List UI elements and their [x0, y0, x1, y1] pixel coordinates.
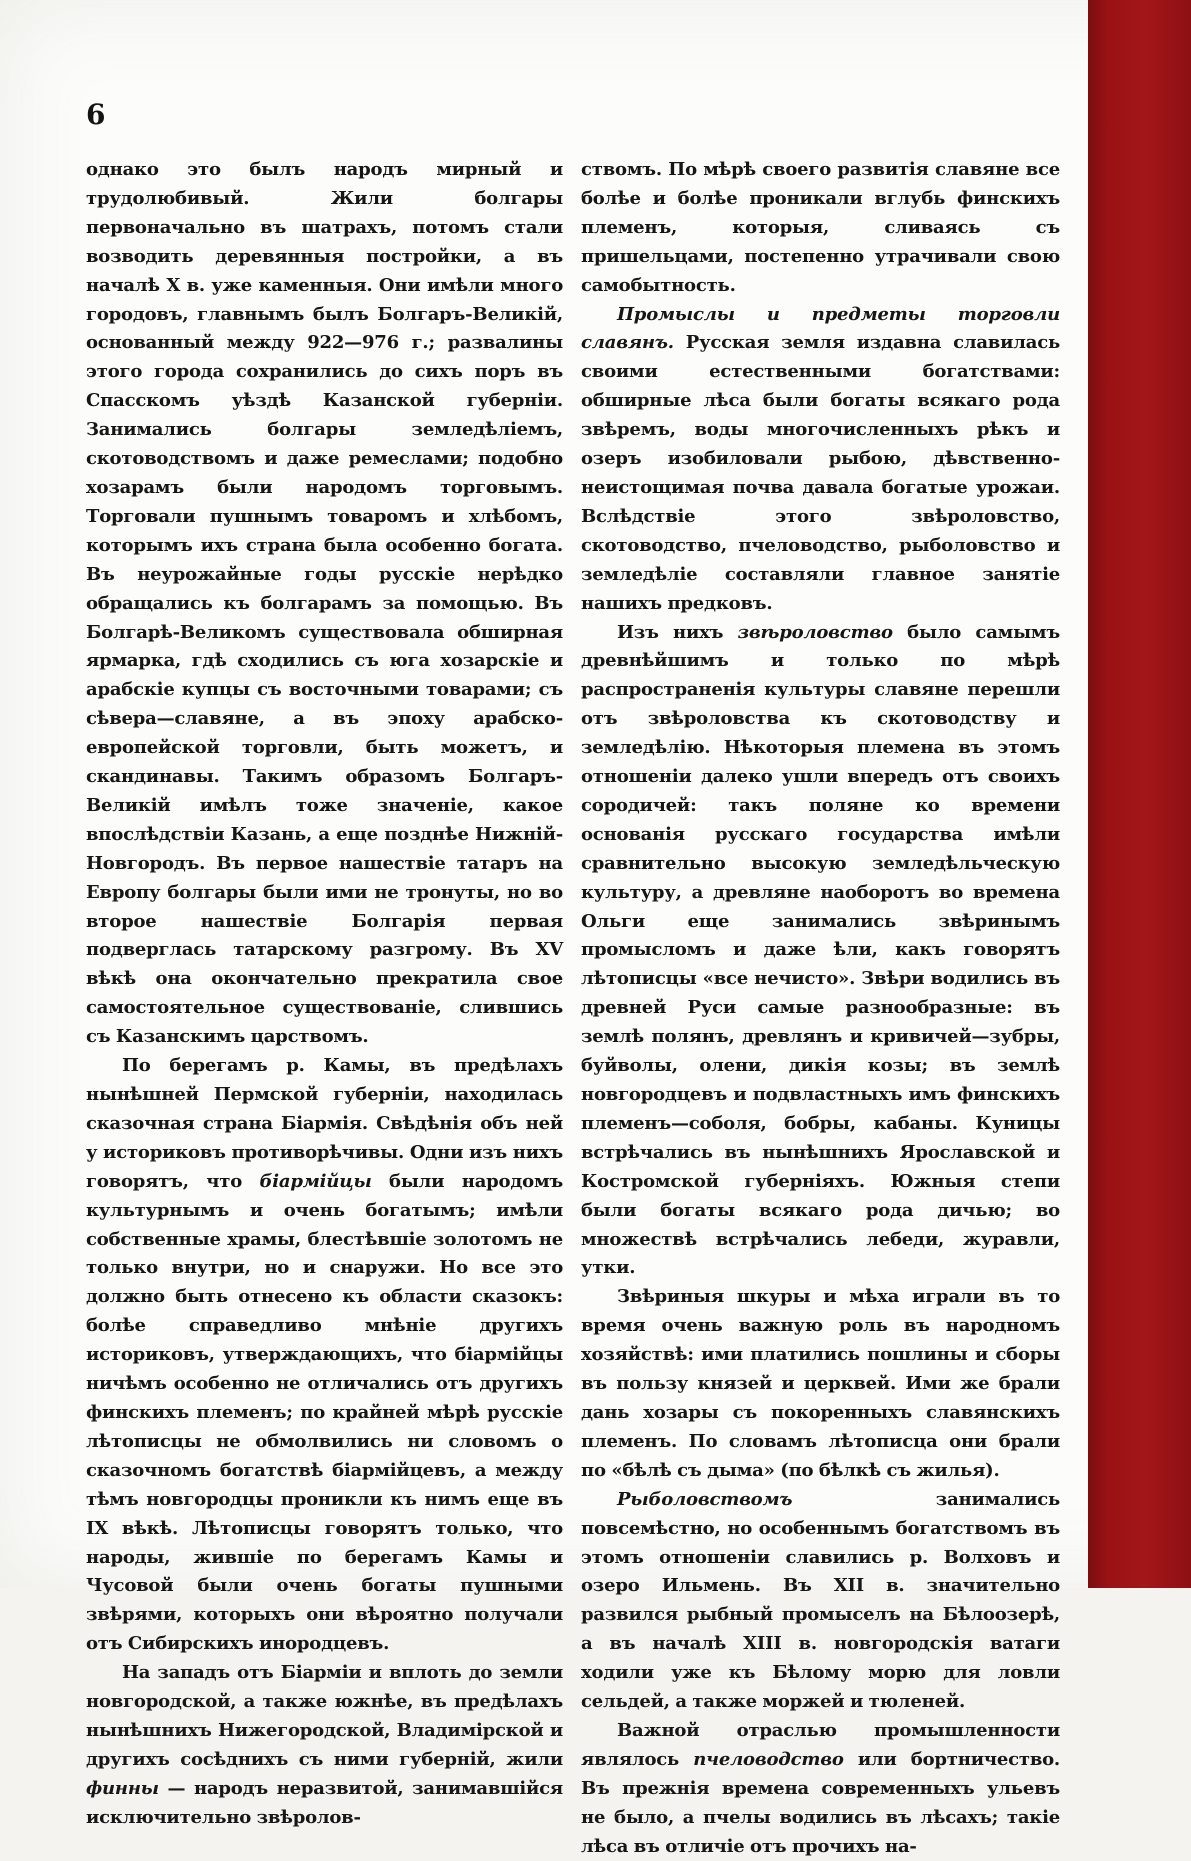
italic-run: Рыболовствомъ: [617, 1488, 793, 1510]
text-run: На западъ отъ Біарміи и вплоть до земли новгородской, а также южнѣе, въ предѣлахъ нынѣшнихъ Нижегородской, Владимірской и другихъ сосѣднихъ съ ними губерній, жили: [86, 1662, 563, 1770]
text-run: Звѣриныя шкуры и мѣха играли въ то время очень важную роль въ народномъ хозяйствѣ: ими платились пошлины и сборы въ пользу князей и церквей. Ими же брали дань хозары съ покоренныхъ славянскихъ племенъ. По словамъ лѣтописца они брали по «бѣлѣ съ дыма» (по бѣлкѣ съ жилья).: [581, 1286, 1060, 1481]
page-number: 6: [86, 98, 106, 131]
text-run: или бортничество. Въ прежнія времена современныхъ ульевъ не было, а пчелы водились въ лѣсахъ; такіе лѣса въ отличіе отъ прочихъ на-: [581, 1748, 1061, 1857]
paragraph: [581, 1283, 1060, 1485]
paragraph: [581, 1486, 1060, 1717]
text-run: Изъ нихъ: [617, 621, 738, 643]
adjacent-red-cover-band: [1088, 0, 1191, 1588]
italic-run: пчеловодство: [693, 1748, 844, 1770]
paragraph: [86, 1052, 563, 1659]
paragraph: [581, 301, 1060, 619]
text-column-left: [86, 156, 563, 1833]
text-run: были народомъ культурнымъ и очень богатымъ; имѣли собственные храмы, блестѣвшіе золотомъ не только внутри, но и снаружи. Но все это должно быть отнесено къ области сказокъ: болѣе справедливо мнѣніе другихъ историковъ, утверждающихъ, что біармійцы ничѣмъ особенно не отличались отъ другихъ финскихъ племенъ; по крайней мѣрѣ русскіе лѣтописцы не обмолвились ни словомъ о сказочномъ богатствѣ біармійцевъ, а между тѣмъ новгородцы проникли къ нимъ еще въ IX вѣкѣ. Лѣтописцы говорятъ только, что народы, жившіе по берегамъ Камы и Чусовой были очень богаты пушными звѣрями, которыхъ они вѣроятно получали отъ Сибирскихъ инородцевъ.: [86, 1170, 564, 1655]
paragraph: [86, 1659, 563, 1832]
italic-run: біармійцы: [259, 1170, 372, 1192]
text-run: ствомъ. По мѣрѣ своего развитія славяне все болѣе и болѣе проникали вглубь финскихъ племенъ, которыя, сливаясь съ пришельцами, постепенно утрачивали свою самобытность.: [581, 159, 1060, 296]
paragraph: [581, 619, 1060, 1284]
text-run: Важной отраслью промышленности являлось: [581, 1719, 1060, 1770]
text-run: — народъ неразвитой, занимавшійся исключительно звѣролов-: [86, 1777, 563, 1828]
text-run: занимались повсемѣстно, но особеннымъ богатствомъ въ этомъ отношеніи славились р. Волховъ и озеро Ильмень. Въ XII в. значительно развился рыбный промыселъ на Бѣлоозерѣ, а въ началѣ XIII в. новгородскія ватаги ходили уже къ Бѣлому морю для ловли сельдей, а также моржей и тюленей.: [581, 1488, 1060, 1713]
text-run: однако это былъ народъ мирный и трудолюбивый. Жили болгары первоначально въ шатрахъ, потомъ стали возводить деревянныя постройки, а въ началѣ X в. уже каменныя. Они имѣли много городовъ, главнымъ былъ Болгаръ-Великій, основанный между 922—976 г.; развалины этого города сохранились до сихъ поръ въ Спасскомъ уѣздѣ Казанской губерніи. Занимались болгары земледѣліемъ, скотоводствомъ и даже ремеслами; подобно хозарамъ были народомъ торговымъ. Торговали пушнымъ товаромъ и хлѣбомъ, которымъ ихъ страна была особенно богата. Въ неурожайные годы русскіе нерѣдко обращались къ болгарамъ за помощью. Въ Болгарѣ-Великомъ существовала обширная ярмарка, гдѣ сходились съ юга хозарскіе и арабскіе купцы съ восточными товарами; съ сѣвера—славяне, а въ эпоху арабско-европейской торговли, быть можетъ, и скандинавы. Такимъ образомъ Болгаръ-Великій имѣлъ тоже значеніе, какое впослѣдствіи Казань, а еще позднѣе Нижній-Новгородъ. Въ первое нашествіе татаръ на Европу болгары были ими не тронуты, но во второе нашествіе Болгарія первая подверглась татарскому разгрому. Въ XV вѣкѣ она окончательно прекратила свое самостоятельное существованіе, слившись съ Казанскимъ царствомъ.: [86, 159, 563, 1048]
paragraph: [581, 1717, 1060, 1861]
text-run: По берегамъ р. Камы, въ предѣлахъ нынѣшней Пермской губерніи, находилась сказочная страна Біармія. Свѣдѣнія объ ней у историковъ противорѣчивы. Одни изъ нихъ говорятъ, что: [86, 1055, 563, 1192]
paragraph: [581, 156, 1060, 301]
paragraph: [86, 156, 563, 1052]
italic-run: Промыслы и предметы торговли славянъ.: [581, 303, 1060, 354]
text-run: Русская земля издавна славилась своими естественными богатствами: обширные лѣса были богаты всякаго рода звѣремъ, воды многочисленныхъ рѣкъ и озеръ изобиловали рыбою, дѣвственно-неистощимая почва давала богатые урожаи. Вслѣдствіе этого звѣроловство, скотоводство, пчеловодство, рыболовство и земледѣліе составляли главное занятіе нашихъ предковъ.: [581, 332, 1060, 614]
italic-run: звѣроловство: [737, 621, 893, 643]
italic-run: финны: [86, 1777, 159, 1799]
text-column-right: [581, 156, 1060, 1861]
text-run: было самымъ древнѣйшимъ и только по мѣрѣ распространенія культуры славяне перешли отъ звѣроловства къ скотоводству и земледѣлію. Нѣкоторыя племена въ этомъ отношеніи далеко ушли впередъ отъ своихъ сородичей: такъ поляне ко времени основанія русскаго государства имѣли сравнительно высокую земледѣльческую культуру, а древляне наоборотъ во времена Ольги еще занимались звѣринымъ промысломъ и даже ѣли, какъ говорятъ лѣтописцы «все нечисто». Звѣри водились въ древней Руси самые разнообразные: въ землѣ полянъ, древлянъ и кривичей—зубры, буйволы, олени, дикія козы; въ землѣ новгородцевъ и подвластныхъ имъ финскихъ племенъ—соболя, бобры, кабаны. Куницы встрѣчались въ нынѣшнихъ Ярославской и Костромской губерніяхъ. Южныя степи были богаты всякаго рода дичью; во множествѣ встрѣчались лебеди, журавли, утки.: [581, 621, 1060, 1279]
